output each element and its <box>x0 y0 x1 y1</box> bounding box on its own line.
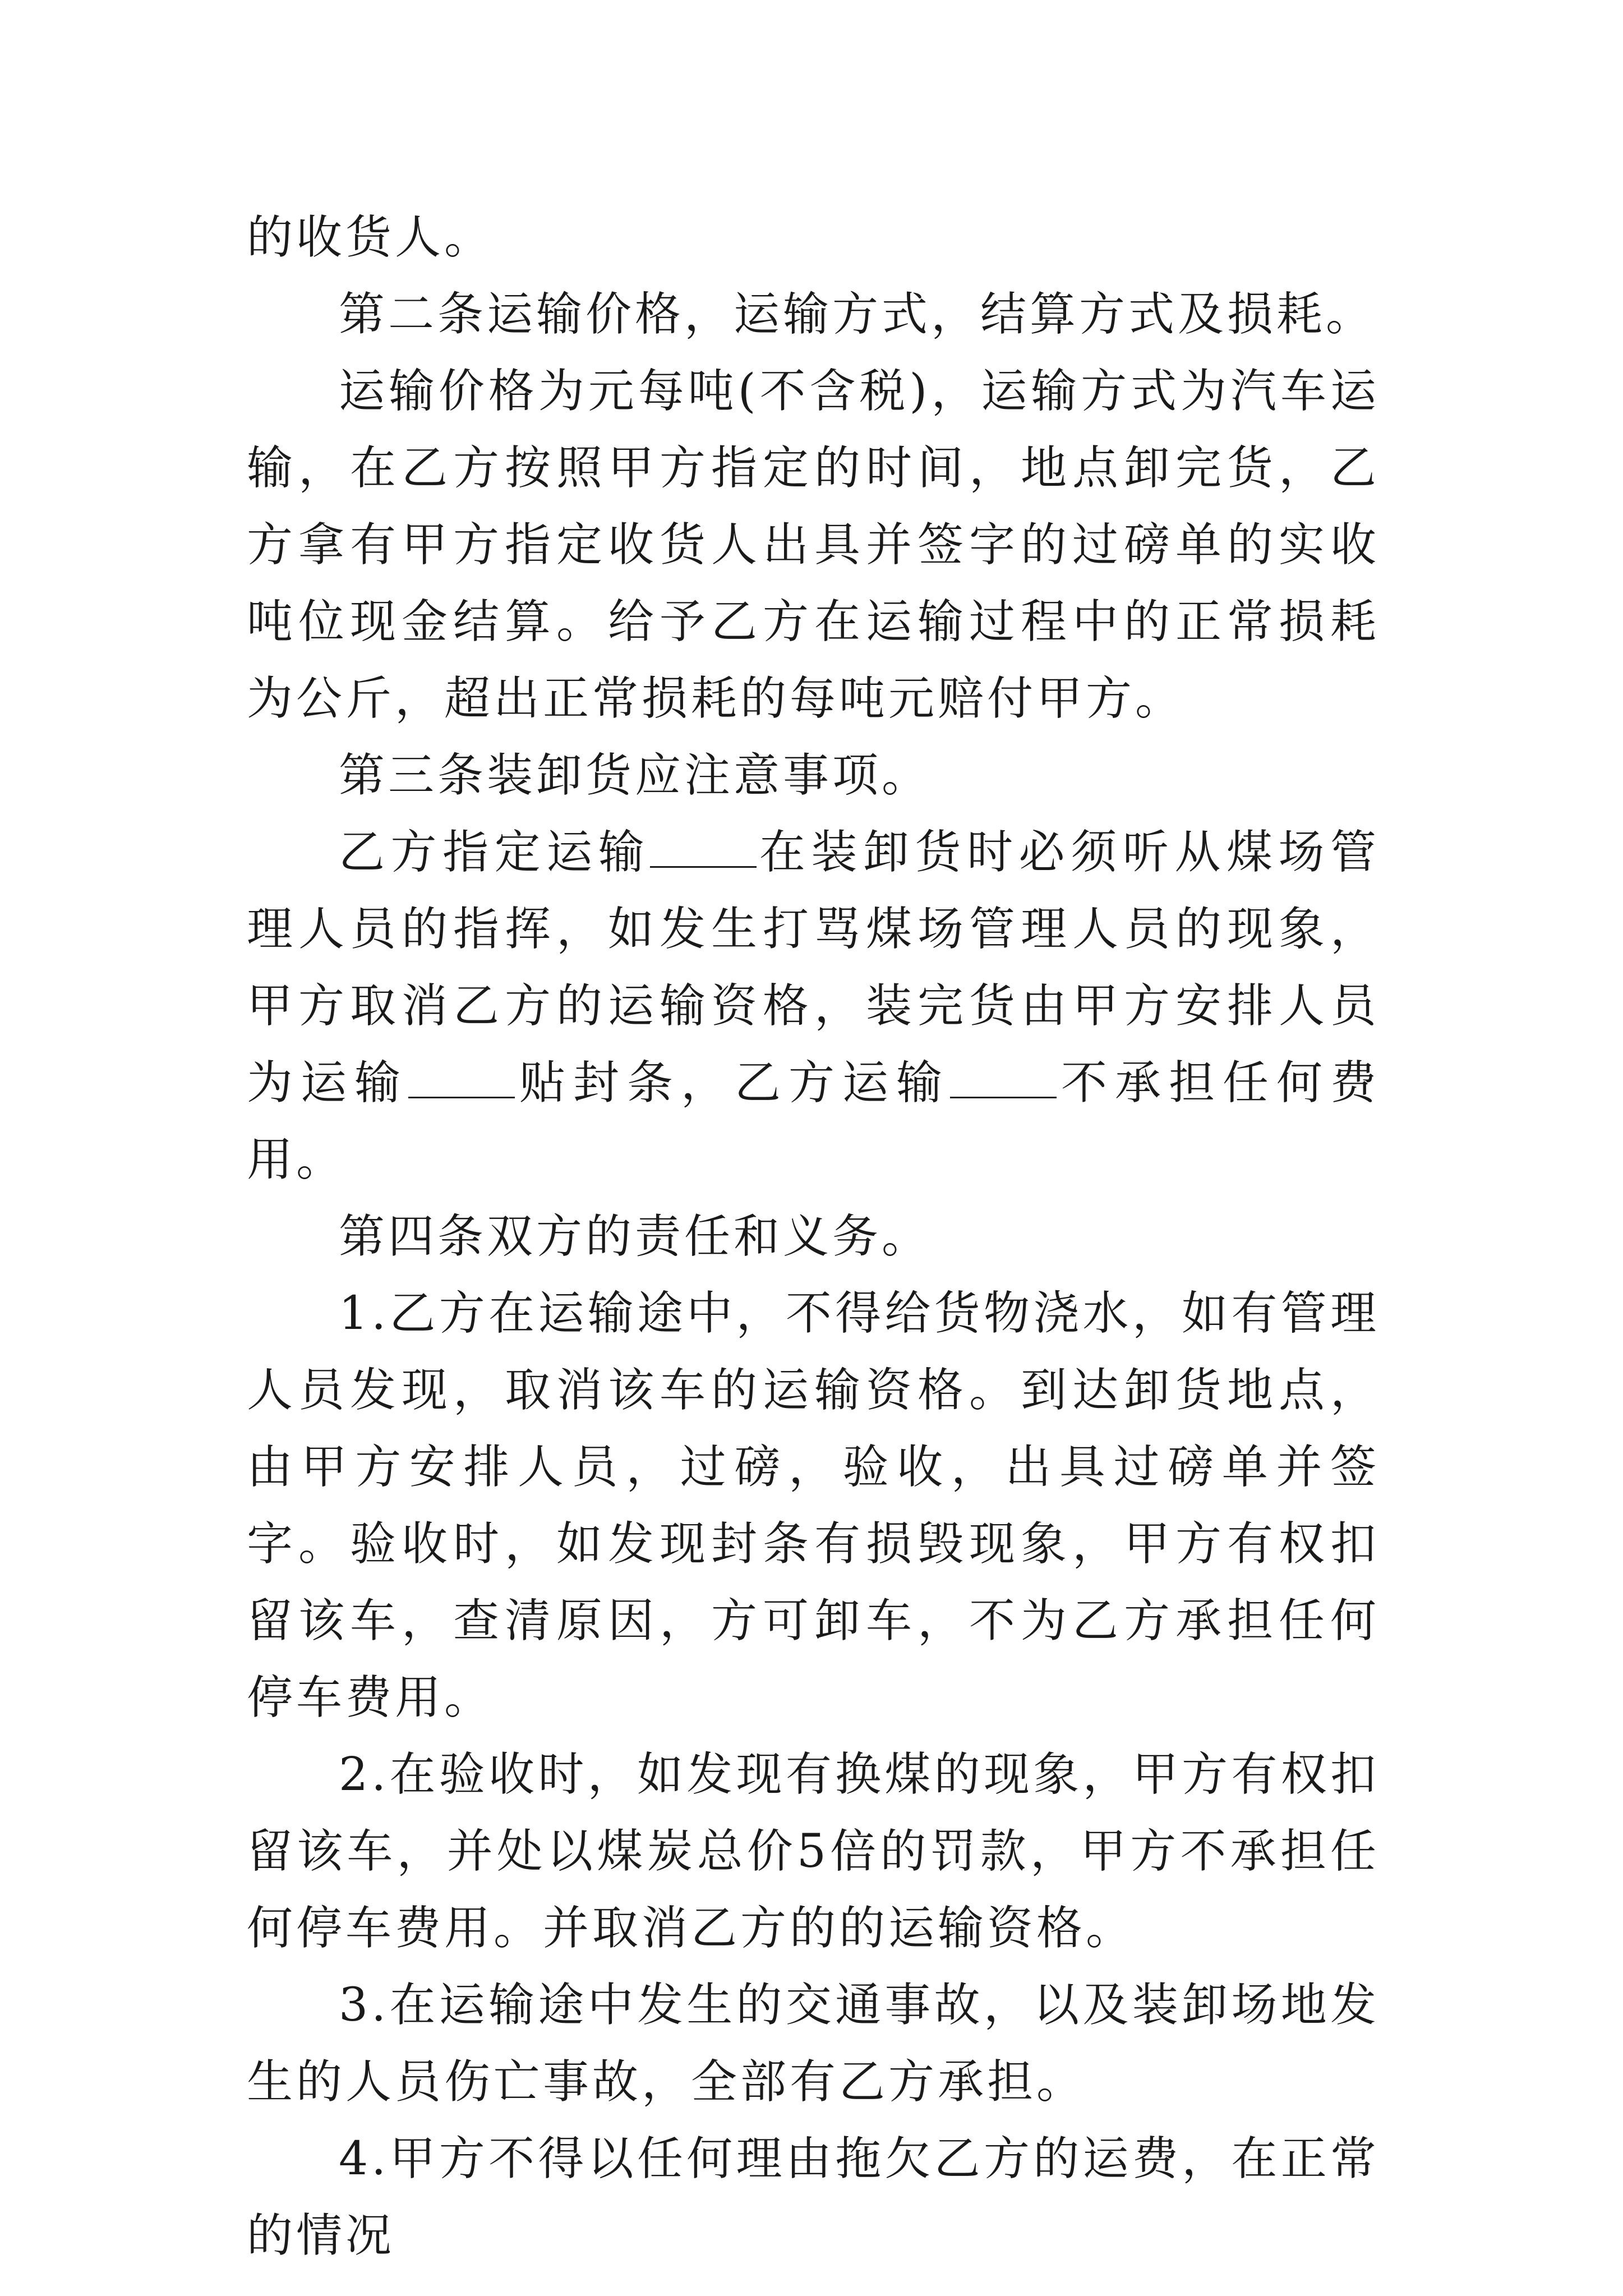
paragraph-text: 第四条双方的责任和义务。 <box>339 1210 932 1263</box>
clause-1 <box>247 1275 1380 1736</box>
fill-in-blank <box>950 1057 1057 1098</box>
paragraph-text: 乙方指定运输 <box>339 826 651 879</box>
paragraph-continuation <box>247 199 1380 276</box>
paragraph-pricing <box>247 353 1380 737</box>
fill-in-blank <box>650 827 757 868</box>
paragraph-text: 第三条装卸货应注意事项。 <box>339 749 932 802</box>
article-heading-4 <box>247 1198 1380 1275</box>
paragraph-text: 不承担任何费用。 <box>247 1056 1380 1186</box>
article-heading-2 <box>247 276 1380 353</box>
fill-in-blank <box>408 1057 515 1098</box>
paragraph-text: 的收货人。 <box>247 211 494 264</box>
clause-3 <box>247 1967 1380 2120</box>
paragraph-text: 在装卸货时必须听从煤场管理人员的指挥，如发生打骂煤场管理人员的现象，甲方取消乙方的运输资格，装完货由甲方安排人员为运输 <box>247 826 1380 1110</box>
paragraph-text: 1.乙方在运输途中，不得给货物浇水，如有管理人员发现，取消该车的运输资格。到达卸货地点，由甲方安排人员，过磅，验收，出具过磅单并签字。验收时，如发现封条有损毁现象，甲方有权扣留该车，查清原因，方可卸车，不为乙方承担任何停车费用。 <box>247 1287 1380 1724</box>
paragraph-text: 贴封条，乙方运输 <box>515 1056 950 1110</box>
paragraph-text: 4.甲方不得以任何理由拖欠乙方的运费，在正常的情况 <box>247 2132 1380 2262</box>
document-body <box>247 199 1380 2274</box>
clause-4 <box>247 2120 1380 2274</box>
article-heading-3 <box>247 737 1380 814</box>
paragraph-text: 2.在验收时，如发现有换煤的现象，甲方有权扣留该车，并处以煤炭总价5倍的罚款，甲方不承担任何停车费用。并取消乙方的的运输资格。 <box>247 1748 1380 1955</box>
paragraph-loading <box>247 814 1380 1198</box>
paragraph-text: 第二条运输价格，运输方式，结算方式及损耗。 <box>339 288 1376 341</box>
paragraph-text: 3.在运输途中发生的交通事故，以及装卸场地发生的人员伤亡事故，全部有乙方承担。 <box>247 1978 1380 2109</box>
clause-2 <box>247 1736 1380 1967</box>
paragraph-text: 运输价格为元每吨(不含税)，运输方式为汽车运输，在乙方按照甲方指定的时间，地点卸完货，乙方拿有甲方指定收货人出具并签字的过磅单的实收吨位现金结算。给予乙方在运输过程中的正常损耗为公斤，超出正常损耗的每吨元赔付甲方。 <box>247 365 1380 725</box>
